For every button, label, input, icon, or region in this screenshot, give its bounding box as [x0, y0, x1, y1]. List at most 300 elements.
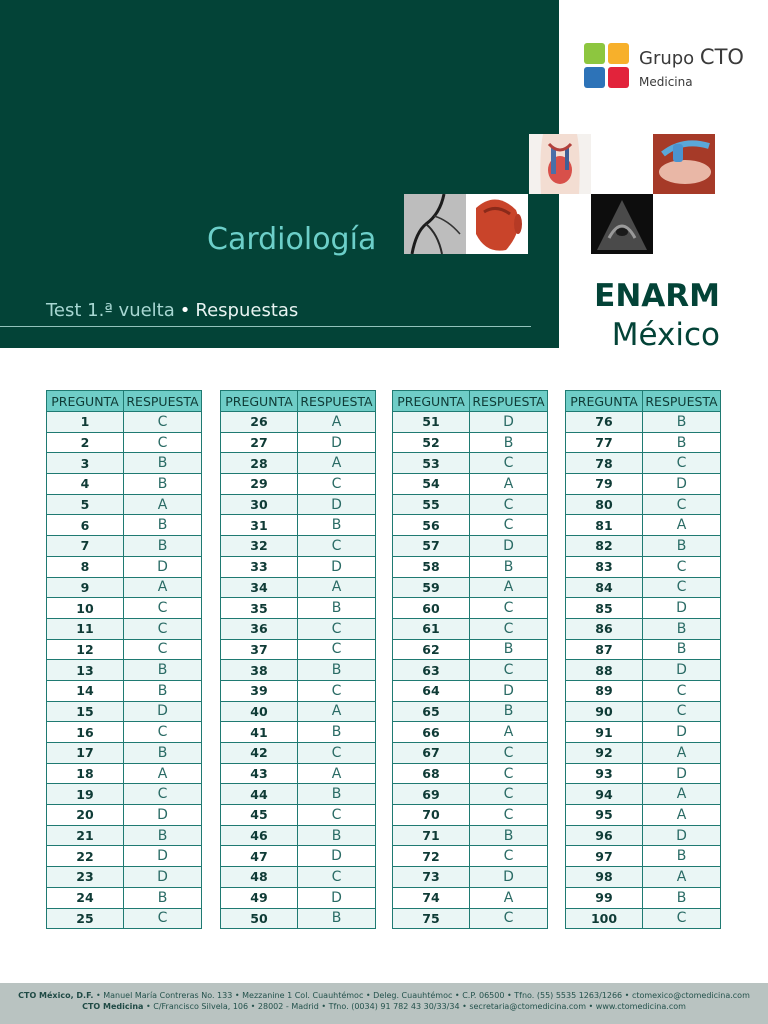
- answer-letter: B: [124, 453, 202, 474]
- answer-letter: D: [643, 825, 721, 846]
- answer-letter: D: [470, 867, 548, 888]
- answer-letter: B: [643, 846, 721, 867]
- answer-letter: A: [643, 805, 721, 826]
- question-number: 82: [566, 536, 643, 557]
- table-row: [47, 412, 202, 433]
- table-row: [221, 639, 376, 660]
- answer-letter: C: [643, 556, 721, 577]
- answer-letter: C: [298, 743, 376, 764]
- photo-angiogram: [404, 194, 466, 254]
- logo-square-red: [608, 67, 629, 88]
- question-number: 94: [566, 784, 643, 805]
- table-row: [393, 432, 548, 453]
- table-row: [221, 577, 376, 598]
- question-number: 49: [221, 887, 298, 908]
- table-row: [566, 474, 721, 495]
- answer-letter: D: [298, 494, 376, 515]
- question-number: 34: [221, 577, 298, 598]
- table-row: [221, 701, 376, 722]
- question-number: 4: [47, 474, 124, 495]
- table-row: [393, 763, 548, 784]
- question-number: 3: [47, 453, 124, 474]
- table-row: [393, 722, 548, 743]
- table-row: [566, 784, 721, 805]
- question-number: 85: [566, 598, 643, 619]
- answer-letter: A: [470, 474, 548, 495]
- answer-letter: B: [298, 660, 376, 681]
- answer-letter: C: [298, 536, 376, 557]
- question-number: 22: [47, 846, 124, 867]
- answer-letter: C: [643, 577, 721, 598]
- table-row: [393, 453, 548, 474]
- answer-letter: D: [298, 846, 376, 867]
- table-row: [393, 515, 548, 536]
- answer-letter: B: [298, 825, 376, 846]
- question-number: 43: [221, 763, 298, 784]
- table-row: [221, 805, 376, 826]
- table-row: [393, 846, 548, 867]
- answer-letter: B: [470, 432, 548, 453]
- question-number: 74: [393, 887, 470, 908]
- answer-letter: D: [470, 412, 548, 433]
- table-row: [221, 743, 376, 764]
- question-number: 6: [47, 515, 124, 536]
- table-row: [566, 618, 721, 639]
- table-row: [393, 887, 548, 908]
- table-row: [566, 846, 721, 867]
- answer-letter: B: [643, 412, 721, 433]
- answer-letter: D: [643, 598, 721, 619]
- answers-table-1: [46, 390, 202, 929]
- question-number: 45: [221, 805, 298, 826]
- question-number: 76: [566, 412, 643, 433]
- answer-letter: B: [470, 701, 548, 722]
- answer-letter: D: [470, 536, 548, 557]
- table-row: [47, 784, 202, 805]
- table-row: [393, 680, 548, 701]
- table-row: [47, 536, 202, 557]
- answer-letter: B: [470, 639, 548, 660]
- table-row: [221, 680, 376, 701]
- answer-letter: C: [124, 598, 202, 619]
- table-row: [47, 474, 202, 495]
- table-row: [566, 743, 721, 764]
- table-row: [221, 474, 376, 495]
- question-number: 90: [566, 701, 643, 722]
- footer: [0, 983, 768, 1024]
- photo-procedure: [653, 134, 715, 194]
- answer-letter: C: [470, 784, 548, 805]
- table-row: [47, 701, 202, 722]
- question-number: 23: [47, 867, 124, 888]
- question-number: 98: [566, 867, 643, 888]
- country-title: México: [611, 317, 720, 353]
- answer-letter: B: [124, 680, 202, 701]
- table-row: [221, 494, 376, 515]
- logo-name-prefix: Grupo: [639, 48, 700, 69]
- answer-letter: D: [124, 867, 202, 888]
- table-row: [393, 660, 548, 681]
- footer-mexico-name: CTO México, D.F.: [18, 991, 94, 1000]
- question-number: 95: [566, 805, 643, 826]
- header-banner: [0, 0, 559, 348]
- question-number: 62: [393, 639, 470, 660]
- answer-letter: D: [124, 846, 202, 867]
- question-number: 60: [393, 598, 470, 619]
- answer-letter: A: [643, 515, 721, 536]
- table-row: [221, 722, 376, 743]
- table-row: [566, 908, 721, 929]
- logo-name: [639, 45, 744, 69]
- question-number: 26: [221, 412, 298, 433]
- answer-letter: A: [124, 577, 202, 598]
- question-number: 79: [566, 474, 643, 495]
- question-number: 58: [393, 556, 470, 577]
- question-number: 55: [393, 494, 470, 515]
- question-number: 80: [566, 494, 643, 515]
- answer-letter: D: [643, 660, 721, 681]
- question-number: 77: [566, 432, 643, 453]
- footer-mexico-address: • Manuel María Contreras No. 133 • Mezzanine 1 Col. Cuauhtémoc • Deleg. Cuauhtémoc • C.P. 06500 • Tfno. (55) 5535 1263/1266 • ctomexico@ctomedicina.com: [93, 991, 750, 1000]
- table-row: [47, 577, 202, 598]
- table-row: [221, 867, 376, 888]
- table-row: [393, 474, 548, 495]
- question-number: 12: [47, 639, 124, 660]
- question-number: 25: [47, 908, 124, 929]
- question-number: 54: [393, 474, 470, 495]
- table-row: [221, 887, 376, 908]
- table-row: [47, 432, 202, 453]
- answer-letter: B: [124, 825, 202, 846]
- footer-madrid-name: CTO Medicina: [82, 1002, 144, 1011]
- table-row: [47, 805, 202, 826]
- table-row: [566, 494, 721, 515]
- answer-letter: C: [643, 680, 721, 701]
- answer-letter: A: [643, 743, 721, 764]
- question-number: 31: [221, 515, 298, 536]
- question-number: 5: [47, 494, 124, 515]
- question-number: 99: [566, 887, 643, 908]
- table-row: [566, 639, 721, 660]
- photo-heart: [466, 194, 528, 254]
- table-row: [566, 453, 721, 474]
- answers-table-4: [565, 390, 721, 929]
- answer-letter: C: [470, 908, 548, 929]
- table-row: [393, 701, 548, 722]
- answer-letter: C: [470, 805, 548, 826]
- table-row: [47, 660, 202, 681]
- question-number: 66: [393, 722, 470, 743]
- answer-letter: C: [298, 680, 376, 701]
- answer-letter: A: [124, 763, 202, 784]
- table-row: [47, 887, 202, 908]
- answer-letter: B: [643, 536, 721, 557]
- table-row: [566, 805, 721, 826]
- table-row: [393, 784, 548, 805]
- header-pregunta: PREGUNTA: [393, 391, 470, 412]
- question-number: 1: [47, 412, 124, 433]
- question-number: 61: [393, 618, 470, 639]
- question-number: 35: [221, 598, 298, 619]
- logo-name-strong: CTO: [699, 45, 744, 69]
- table-row: [393, 867, 548, 888]
- question-number: 36: [221, 618, 298, 639]
- question-number: 32: [221, 536, 298, 557]
- table-row: [221, 618, 376, 639]
- question-number: 53: [393, 453, 470, 474]
- question-number: 28: [221, 453, 298, 474]
- answer-letter: C: [124, 639, 202, 660]
- answer-letter: C: [124, 722, 202, 743]
- table-row: [566, 887, 721, 908]
- answer-letter: C: [470, 453, 548, 474]
- question-number: 67: [393, 743, 470, 764]
- answer-letter: A: [298, 701, 376, 722]
- answer-letter: B: [298, 515, 376, 536]
- answer-letter: D: [643, 763, 721, 784]
- question-number: 17: [47, 743, 124, 764]
- answer-letter: B: [298, 908, 376, 929]
- answer-letter: C: [124, 908, 202, 929]
- question-number: 46: [221, 825, 298, 846]
- table-row: [47, 846, 202, 867]
- answer-letter: B: [643, 887, 721, 908]
- answer-letter: B: [643, 618, 721, 639]
- table-row: [566, 867, 721, 888]
- question-number: 84: [566, 577, 643, 598]
- question-number: 41: [221, 722, 298, 743]
- table-row: [566, 680, 721, 701]
- question-number: 87: [566, 639, 643, 660]
- footer-line-mexico: [0, 991, 768, 1000]
- question-number: 16: [47, 722, 124, 743]
- table-row: [221, 453, 376, 474]
- answer-letter: D: [298, 432, 376, 453]
- logo-square-blue: [584, 67, 605, 88]
- table-row: [566, 432, 721, 453]
- subtitle-test: Test 1.ª vuelta: [46, 300, 175, 321]
- question-number: 68: [393, 763, 470, 784]
- table-row: [393, 618, 548, 639]
- table-row: [393, 556, 548, 577]
- footer-madrid-address: • C/Francisco Silvela, 106 • 28002 - Madrid • Tfno. (0034) 91 782 43 30/33/34 • secretaria@ctomedicina.com • www.ctomedicina.com: [143, 1002, 686, 1011]
- answer-letter: C: [298, 618, 376, 639]
- question-number: 96: [566, 825, 643, 846]
- question-number: 81: [566, 515, 643, 536]
- question-number: 86: [566, 618, 643, 639]
- table-row: [566, 412, 721, 433]
- answer-letter: B: [124, 474, 202, 495]
- table-row: [47, 453, 202, 474]
- page-subtitle: [46, 300, 298, 321]
- question-number: 2: [47, 432, 124, 453]
- table-row: [393, 412, 548, 433]
- question-number: 91: [566, 722, 643, 743]
- table-row: [221, 432, 376, 453]
- question-number: 21: [47, 825, 124, 846]
- table-row: [47, 908, 202, 929]
- logo-square-green: [584, 43, 605, 64]
- table-row: [393, 805, 548, 826]
- table-row: [221, 763, 376, 784]
- question-number: 19: [47, 784, 124, 805]
- answer-letter: A: [298, 763, 376, 784]
- photo-ultrasound: [591, 194, 653, 254]
- table-row: [221, 598, 376, 619]
- table-row: [221, 536, 376, 557]
- answer-letter: C: [124, 784, 202, 805]
- table-row: [566, 536, 721, 557]
- table-row: [221, 412, 376, 433]
- question-number: 38: [221, 660, 298, 681]
- answer-letter: A: [124, 494, 202, 515]
- header-pregunta: PREGUNTA: [47, 391, 124, 412]
- question-number: 24: [47, 887, 124, 908]
- question-number: 27: [221, 432, 298, 453]
- answer-letter: D: [298, 887, 376, 908]
- header-divider: [0, 326, 531, 327]
- answer-letter: C: [298, 867, 376, 888]
- subtitle-bullet: •: [179, 300, 191, 321]
- table-row: [393, 743, 548, 764]
- answer-letter: D: [470, 680, 548, 701]
- table-row: [393, 825, 548, 846]
- answer-letter: B: [470, 825, 548, 846]
- answer-letter: B: [470, 556, 548, 577]
- answer-letter: C: [643, 701, 721, 722]
- answer-letter: B: [643, 432, 721, 453]
- header-pregunta: PREGUNTA: [566, 391, 643, 412]
- question-number: 15: [47, 701, 124, 722]
- answer-letter: C: [470, 618, 548, 639]
- answer-letter: A: [643, 784, 721, 805]
- answer-letter: C: [470, 598, 548, 619]
- table-row: [221, 846, 376, 867]
- question-number: 92: [566, 743, 643, 764]
- table-row: [221, 784, 376, 805]
- answer-letter: A: [470, 887, 548, 908]
- question-number: 64: [393, 680, 470, 701]
- question-number: 20: [47, 805, 124, 826]
- table-row: [566, 660, 721, 681]
- question-number: 100: [566, 908, 643, 929]
- question-number: 71: [393, 825, 470, 846]
- question-number: 52: [393, 432, 470, 453]
- answer-letter: B: [124, 515, 202, 536]
- question-number: 48: [221, 867, 298, 888]
- question-number: 70: [393, 805, 470, 826]
- table-row: [47, 825, 202, 846]
- page-title: Cardiología: [207, 222, 377, 257]
- logo-sub: Medicina: [639, 75, 693, 89]
- answers-table-3: [392, 390, 548, 929]
- answer-letter: C: [643, 908, 721, 929]
- answers-table-2: [220, 390, 376, 929]
- question-number: 47: [221, 846, 298, 867]
- table-row: [566, 701, 721, 722]
- subtitle-respuestas: Respuestas: [195, 300, 299, 321]
- header-respuesta: RESPUESTA: [298, 391, 376, 412]
- question-number: 83: [566, 556, 643, 577]
- table-row: [393, 598, 548, 619]
- answer-letter: C: [124, 432, 202, 453]
- question-number: 42: [221, 743, 298, 764]
- question-number: 59: [393, 577, 470, 598]
- table-row: [47, 639, 202, 660]
- answer-letter: B: [298, 722, 376, 743]
- answer-letter: C: [643, 453, 721, 474]
- question-number: 57: [393, 536, 470, 557]
- table-row: [221, 515, 376, 536]
- answer-letter: B: [124, 660, 202, 681]
- question-number: 29: [221, 474, 298, 495]
- logo-square-orange: [608, 43, 629, 64]
- footer-line-madrid: [0, 1002, 768, 1011]
- question-number: 37: [221, 639, 298, 660]
- question-number: 93: [566, 763, 643, 784]
- table-row: [47, 763, 202, 784]
- header-respuesta: RESPUESTA: [124, 391, 202, 412]
- answer-letter: C: [470, 515, 548, 536]
- question-number: 56: [393, 515, 470, 536]
- cto-logo: [584, 43, 744, 93]
- answer-letter: C: [124, 412, 202, 433]
- table-row: [566, 515, 721, 536]
- answer-letter: C: [298, 474, 376, 495]
- table-row: [566, 722, 721, 743]
- answer-letter: A: [643, 867, 721, 888]
- answer-letter: C: [470, 494, 548, 515]
- question-number: 63: [393, 660, 470, 681]
- answer-letter: A: [470, 722, 548, 743]
- table-row: [393, 536, 548, 557]
- table-row: [47, 494, 202, 515]
- table-row: [47, 722, 202, 743]
- question-number: 13: [47, 660, 124, 681]
- table-row: [221, 660, 376, 681]
- answer-letter: C: [470, 743, 548, 764]
- table-row: [393, 577, 548, 598]
- answer-letter: B: [298, 784, 376, 805]
- table-row: [566, 556, 721, 577]
- table-row: [221, 556, 376, 577]
- header-respuesta: RESPUESTA: [643, 391, 721, 412]
- question-number: 9: [47, 577, 124, 598]
- answer-letter: B: [298, 598, 376, 619]
- answer-letter: A: [470, 577, 548, 598]
- table-row: [393, 908, 548, 929]
- answer-letter: C: [124, 618, 202, 639]
- answer-letter: D: [124, 556, 202, 577]
- answer-letter: C: [470, 660, 548, 681]
- answer-letter: D: [124, 805, 202, 826]
- answer-letter: D: [643, 722, 721, 743]
- answer-letter: A: [298, 412, 376, 433]
- table-row: [566, 577, 721, 598]
- question-number: 65: [393, 701, 470, 722]
- question-number: 88: [566, 660, 643, 681]
- answer-letter: A: [298, 577, 376, 598]
- question-number: 97: [566, 846, 643, 867]
- table-row: [566, 763, 721, 784]
- photo-anatomy: [529, 134, 591, 194]
- enarm-title: ENARM: [594, 278, 720, 314]
- question-number: 73: [393, 867, 470, 888]
- question-number: 75: [393, 908, 470, 929]
- table-row: [47, 618, 202, 639]
- question-number: 10: [47, 598, 124, 619]
- question-number: 44: [221, 784, 298, 805]
